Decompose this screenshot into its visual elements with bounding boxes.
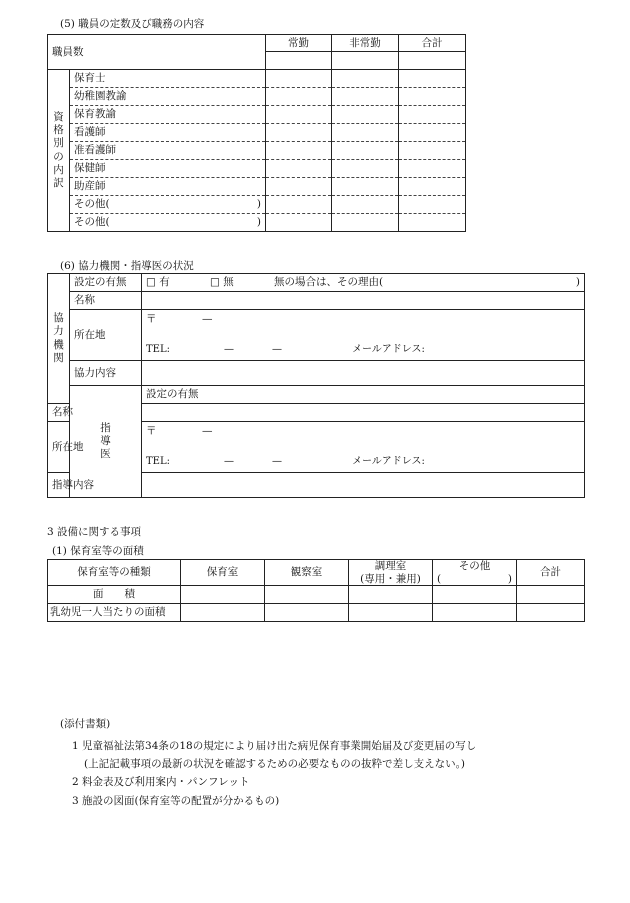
cooperation-table: [47, 273, 585, 498]
cell[interactable]: [181, 586, 265, 604]
tel-dash: —: [272, 455, 282, 467]
coop-content-field[interactable]: [142, 361, 585, 386]
staff-table: [47, 34, 466, 232]
cell[interactable]: [266, 214, 332, 232]
col-total: 合計: [399, 35, 466, 52]
col-nursery-room: 保育室: [181, 560, 265, 586]
postal-dash: —: [202, 313, 213, 325]
cell[interactable]: [266, 88, 332, 106]
cell[interactable]: [266, 106, 332, 124]
tel-label: TEL:: [146, 455, 170, 467]
coop-address-label: 所在地: [70, 310, 142, 361]
attachments-title: (添付書類): [60, 718, 111, 730]
cell[interactable]: [266, 160, 332, 178]
cell[interactable]: [332, 142, 399, 160]
attachment-item-1-note: (上記記載事項の最新の状況を確認するための必要なものの抜粋で差し支えない。): [84, 758, 465, 770]
cell[interactable]: [332, 70, 399, 88]
cell[interactable]: [265, 604, 349, 622]
room-area-table: [47, 559, 585, 622]
cell[interactable]: [332, 178, 399, 196]
tel-label: TEL:: [146, 343, 170, 355]
row-label-other-1[interactable]: その他( ): [70, 196, 266, 214]
coop-reason-label: 無の場合は、その理由(: [274, 276, 384, 289]
col-room-type: 保育室等の種類: [48, 560, 181, 586]
cell[interactable]: [349, 604, 433, 622]
cell[interactable]: [332, 214, 399, 232]
mail-label: メールアドレス:: [352, 343, 425, 355]
cell[interactable]: [181, 604, 265, 622]
cell[interactable]: [433, 604, 517, 622]
cell[interactable]: [517, 604, 585, 622]
section6-title: (6) 協力機関・指導医の状況: [60, 260, 194, 272]
coop-yes-checkbox[interactable]: □ 有: [146, 276, 170, 289]
section3-title: 3 設備に関する事項: [47, 526, 142, 538]
col-kitchen: 調理室 (専用・兼用): [349, 560, 433, 586]
cell[interactable]: [399, 124, 466, 142]
cell[interactable]: [399, 178, 466, 196]
cell[interactable]: [399, 160, 466, 178]
cell[interactable]: [399, 70, 466, 88]
cell[interactable]: [399, 196, 466, 214]
coop-setting-options: [142, 274, 585, 292]
staff-total-sum[interactable]: [399, 52, 466, 70]
advisor-address-label: 所在地: [48, 422, 70, 473]
staff-total-parttime[interactable]: [332, 52, 399, 70]
cell[interactable]: [332, 88, 399, 106]
cell[interactable]: [266, 178, 332, 196]
cell[interactable]: [332, 106, 399, 124]
col-parttime: 非常勤: [332, 35, 399, 52]
postal-dash: —: [202, 425, 213, 437]
tel-dash: —: [272, 343, 282, 355]
section5-title: (5) 職員の定数及び職務の内容: [60, 18, 205, 30]
row-label-assistant-nurse: 准看護師: [70, 142, 266, 160]
col-total: 合計: [517, 560, 585, 586]
row-label-public-health-nurse: 保健師: [70, 160, 266, 178]
attachment-item-2: 2 料金表及び利用案内・パンフレット: [72, 776, 250, 788]
row-label-nurse: 看護師: [70, 124, 266, 142]
col-observation-room: 観察室: [265, 560, 349, 586]
mail-label: メールアドレス:: [352, 455, 425, 467]
coop-setting-label: 設定の有無: [70, 274, 142, 292]
cell[interactable]: [332, 160, 399, 178]
cell[interactable]: [517, 586, 585, 604]
row-label-hoikushi: 保育士: [70, 70, 266, 88]
qualification-group-label: 資 格 別 の 内 訳: [48, 70, 70, 232]
cell[interactable]: [265, 586, 349, 604]
cell[interactable]: [399, 106, 466, 124]
tel-dash: —: [224, 455, 234, 467]
coop-address-field[interactable]: [142, 310, 585, 361]
cell[interactable]: [266, 142, 332, 160]
advisor-address-field[interactable]: [142, 422, 585, 473]
postal-mark: 〒: [146, 313, 157, 325]
cell[interactable]: [266, 196, 332, 214]
cell[interactable]: [433, 586, 517, 604]
coop-content-label: 協力内容: [70, 361, 142, 386]
cell[interactable]: [332, 196, 399, 214]
col-fulltime: 常勤: [266, 35, 332, 52]
col-other: その他 ( ): [433, 560, 517, 586]
section3-subtitle: (1) 保育室等の面積: [52, 545, 144, 557]
coop-name-label: 名称: [70, 292, 142, 310]
cell[interactable]: [349, 586, 433, 604]
advisor-group-label: 指 導 医: [70, 386, 142, 498]
advisor-name-label: 名称: [48, 404, 70, 422]
attachment-item-3: 3 施設の図面(保育室等の配置が分かるもの): [72, 795, 280, 807]
coop-no-checkbox[interactable]: □ 無: [210, 276, 234, 289]
paren-close: ): [575, 276, 580, 289]
row-label-kindergarten-teacher: 幼稚園教諭: [70, 88, 266, 106]
row-per-child-area-label: 乳幼児一人当たりの面積: [48, 604, 181, 622]
advisor-content-label: 指導内容: [48, 473, 70, 498]
row-area-label: 面 積: [48, 586, 181, 604]
coop-org-group-label: 協 力 機 関: [48, 274, 70, 404]
row-label-midwife: 助産師: [70, 178, 266, 196]
attachment-item-1: 1 児童福祉法第34条の18の規定により届け出た病児保育事業開始届及び変更届の写し: [72, 740, 477, 752]
staff-count-header: 職員数: [48, 35, 266, 70]
cell[interactable]: [266, 124, 332, 142]
cell[interactable]: [266, 70, 332, 88]
advisor-content-field[interactable]: [142, 473, 585, 498]
cell[interactable]: [332, 124, 399, 142]
cell[interactable]: [399, 142, 466, 160]
advisor-setting-label: 設定の有無: [142, 386, 585, 404]
staff-total-fulltime[interactable]: [266, 52, 332, 70]
row-label-other-2[interactable]: その他( ): [70, 214, 266, 232]
postal-mark: 〒: [146, 425, 157, 437]
advisor-name-field[interactable]: [142, 404, 585, 422]
row-label-hoiku-kyoyu: 保育教諭: [70, 106, 266, 124]
coop-name-field[interactable]: [142, 292, 585, 310]
cell[interactable]: [399, 88, 466, 106]
tel-dash: —: [224, 343, 234, 355]
cell[interactable]: [399, 214, 466, 232]
